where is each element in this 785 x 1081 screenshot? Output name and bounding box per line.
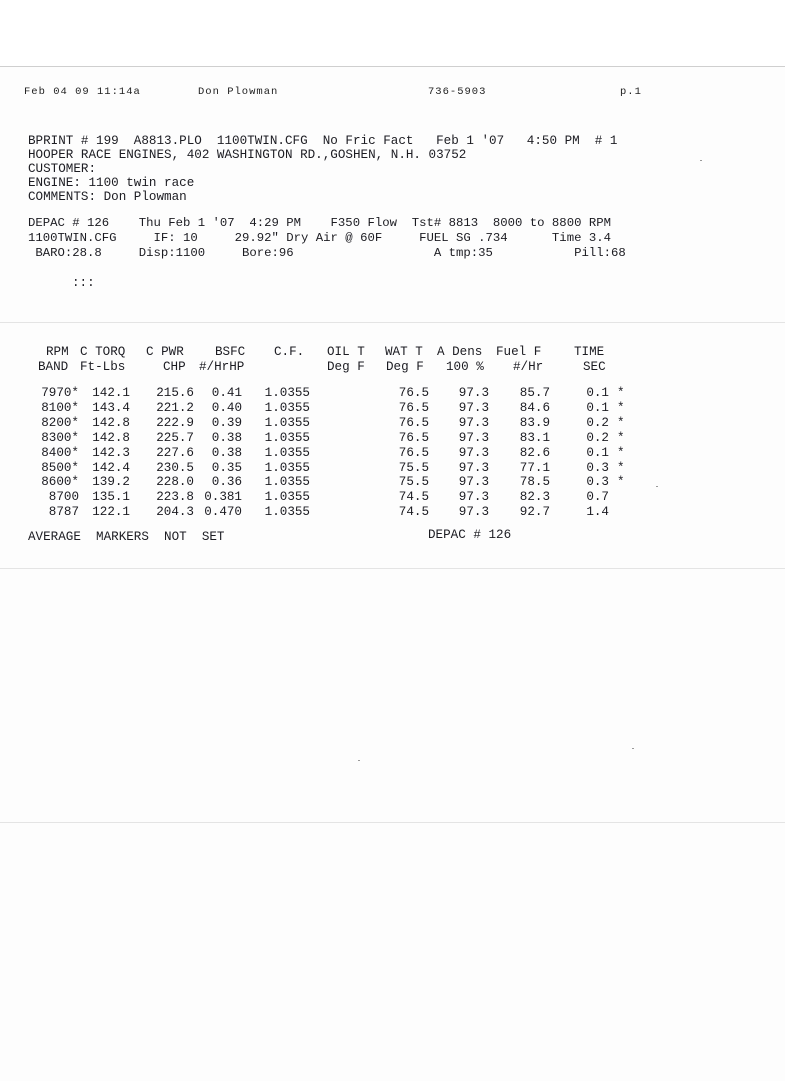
cell-water-temp: 75.5 <box>398 475 429 490</box>
test-line-2: 1100TWIN.CFG IF: 10 29.92" Dry Air @ 60F FUEL SG .734 Time 3.4 <box>28 231 611 245</box>
test-line-1: DEPAC # 126 Thu Feb 1 '07 4:29 PM F350 Flow Tst# 8813 8000 to 8800 RPM <box>28 216 611 230</box>
cell-time: 0.3 <box>586 475 609 490</box>
cell-cf: 1.0355 <box>264 415 310 430</box>
cell-time: 0.1 <box>586 445 609 460</box>
cell-air-density: 97.3 <box>458 475 489 490</box>
cell-fuel-flow: 77.1 <box>519 460 550 475</box>
cell-time: 0.2 <box>586 430 609 445</box>
cell-cf: 1.0355 <box>264 445 310 460</box>
col-subheader-oil: Deg F <box>327 360 365 374</box>
cell-rpm: 8700 <box>48 490 79 505</box>
col-subheader-fuel: #/Hr <box>513 360 544 374</box>
col-header-dens: A Dens <box>437 345 483 359</box>
cell-bsfc: 0.38 <box>211 430 242 445</box>
cell-bsfc: 0.381 <box>204 490 242 505</box>
col-header-cf: C.F. <box>274 345 305 359</box>
col-header-wat: WAT T <box>385 345 423 359</box>
cell-rpm: 8787 <box>48 505 79 520</box>
header-line-4: ENGINE: 1100 twin race <box>28 176 195 190</box>
cell-air-density: 97.3 <box>458 460 489 475</box>
col-subheader-dens: 100 % <box>446 360 484 374</box>
col-header-pwr: C PWR <box>146 345 184 359</box>
cell-water-temp: 76.5 <box>398 400 429 415</box>
cell-power: 222.9 <box>156 415 194 430</box>
col-subheader-wat: Deg F <box>386 360 424 374</box>
cell-time: 0.7 <box>586 490 609 505</box>
cell-air-density: 97.3 <box>458 386 489 400</box>
cell-fuel-flow: 83.9 <box>519 415 550 430</box>
header-line-2: HOOPER RACE ENGINES, 402 WASHINGTON RD.,GOSHEN, N.H. 03752 <box>28 148 467 162</box>
cell-cf: 1.0355 <box>264 475 310 490</box>
col-header-torq: C TORQ <box>80 345 126 359</box>
cell-air-density: 97.3 <box>458 415 489 430</box>
cell-power: 230.5 <box>156 460 194 475</box>
cell-power: 227.6 <box>156 445 194 460</box>
cell-cf: 1.0355 <box>264 386 310 400</box>
fax-transmission-header <box>0 86 785 100</box>
cell-water-temp: 74.5 <box>398 490 429 505</box>
fax-phone: 736-5903 <box>428 86 487 98</box>
cell-bsfc: 0.36 <box>211 475 242 490</box>
fold-line <box>0 822 785 823</box>
cell-cf: 1.0355 <box>264 460 310 475</box>
cell-air-density: 97.3 <box>458 430 489 445</box>
footer-markers-note: AVERAGE MARKERS NOT SET <box>28 530 225 544</box>
cell-water-temp: 76.5 <box>398 386 429 400</box>
cell-time: 0.1 <box>586 386 609 400</box>
col-header-fuel: Fuel F <box>496 345 542 359</box>
test-line-3: BARO:28.8 Disp:1100 Bore:96 A tmp:35 Pill:68 <box>28 246 626 260</box>
cell-power: 225.7 <box>156 430 194 445</box>
cell-flag: * <box>617 460 625 475</box>
col-subheader-bsfc: #/HrHP <box>199 360 245 374</box>
cell-torque: 139.2 <box>92 475 130 490</box>
cell-bsfc: 0.41 <box>211 386 242 400</box>
cell-rpm: 8600* <box>41 475 79 490</box>
cell-fuel-flow: 85.7 <box>519 386 550 400</box>
cell-torque: 142.4 <box>92 460 130 475</box>
cell-water-temp: 75.5 <box>398 460 429 475</box>
paper-speck <box>632 748 634 749</box>
col-subheader-rpm: BAND <box>38 360 69 374</box>
cell-water-temp: 74.5 <box>398 505 429 520</box>
cell-rpm: 8100* <box>41 400 79 415</box>
cell-time: 0.2 <box>586 415 609 430</box>
cell-bsfc: 0.35 <box>211 460 242 475</box>
cell-air-density: 97.3 <box>458 505 489 520</box>
cell-power: 223.8 <box>156 490 194 505</box>
cell-torque: 143.4 <box>92 400 130 415</box>
fold-line <box>0 322 785 323</box>
col-subheader-pwr: CHP <box>163 360 186 374</box>
cell-power: 215.6 <box>156 386 194 400</box>
cell-torque: 142.8 <box>92 415 130 430</box>
cell-bsfc: 0.470 <box>204 505 242 520</box>
paper-speck <box>656 486 658 487</box>
marker-dots: ::: <box>72 276 95 290</box>
cell-rpm: 8200* <box>41 415 79 430</box>
col-header-rpm: RPM <box>46 345 69 359</box>
cell-time: 0.3 <box>586 460 609 475</box>
cell-bsfc: 0.39 <box>211 415 242 430</box>
col-header-bsfc: BSFC <box>215 345 246 359</box>
cell-bsfc: 0.38 <box>211 445 242 460</box>
col-header-time: TIME <box>574 345 605 359</box>
footer-depac: DEPAC # 126 <box>428 528 512 542</box>
cell-cf: 1.0355 <box>264 400 310 415</box>
cell-torque: 142.8 <box>92 430 130 445</box>
cell-fuel-flow: 92.7 <box>519 505 550 520</box>
cell-water-temp: 76.5 <box>398 430 429 445</box>
cell-power: 228.0 <box>156 475 194 490</box>
cell-cf: 1.0355 <box>264 430 310 445</box>
cell-rpm: 8300* <box>41 430 79 445</box>
cell-flag: * <box>617 475 625 490</box>
cell-rpm: 8400* <box>41 445 79 460</box>
cell-torque: 142.3 <box>92 445 130 460</box>
cell-cf: 1.0355 <box>264 505 310 520</box>
cell-bsfc: 0.40 <box>211 400 242 415</box>
cell-fuel-flow: 83.1 <box>519 430 550 445</box>
paper-speck <box>358 760 360 761</box>
fax-page-number: p.1 <box>620 86 642 98</box>
header-line-3: CUSTOMER: <box>28 162 97 176</box>
cell-torque: 135.1 <box>92 490 130 505</box>
cell-water-temp: 76.5 <box>398 415 429 430</box>
cell-torque: 142.1 <box>92 386 130 400</box>
cell-time: 1.4 <box>586 505 609 520</box>
cell-cf: 1.0355 <box>264 490 310 505</box>
fold-line <box>0 568 785 569</box>
cell-flag: * <box>617 430 625 445</box>
cell-time: 0.1 <box>586 400 609 415</box>
cell-fuel-flow: 82.3 <box>519 490 550 505</box>
cell-air-density: 97.3 <box>458 445 489 460</box>
fax-datetime: Feb 04 09 11:14a <box>24 86 141 98</box>
fax-sender: Don Plowman <box>198 86 279 98</box>
cell-flag: * <box>617 445 625 460</box>
cell-torque: 122.1 <box>92 505 130 520</box>
header-line-1: BPRINT # 199 A8813.PLO 1100TWIN.CFG No Fric Fact Feb 1 '07 4:50 PM # 1 <box>28 134 618 148</box>
cell-flag: * <box>617 386 625 400</box>
cell-air-density: 97.3 <box>458 490 489 505</box>
header-line-5: COMMENTS: Don Plowman <box>28 190 187 204</box>
cell-air-density: 97.3 <box>458 400 489 415</box>
cell-water-temp: 76.5 <box>398 445 429 460</box>
cell-fuel-flow: 78.5 <box>519 475 550 490</box>
cell-power: 221.2 <box>156 400 194 415</box>
cell-rpm: 8500* <box>41 460 79 475</box>
cell-flag: * <box>617 400 625 415</box>
col-subheader-torq: Ft-Lbs <box>80 360 126 374</box>
cell-fuel-flow: 82.6 <box>519 445 550 460</box>
cell-rpm: 7970* <box>41 386 79 400</box>
cell-power: 204.3 <box>156 505 194 520</box>
cell-flag: * <box>617 415 625 430</box>
col-subheader-time: SEC <box>583 360 606 374</box>
paper-speck <box>700 160 702 161</box>
cell-fuel-flow: 84.6 <box>519 400 550 415</box>
col-header-oil: OIL T <box>327 345 365 359</box>
